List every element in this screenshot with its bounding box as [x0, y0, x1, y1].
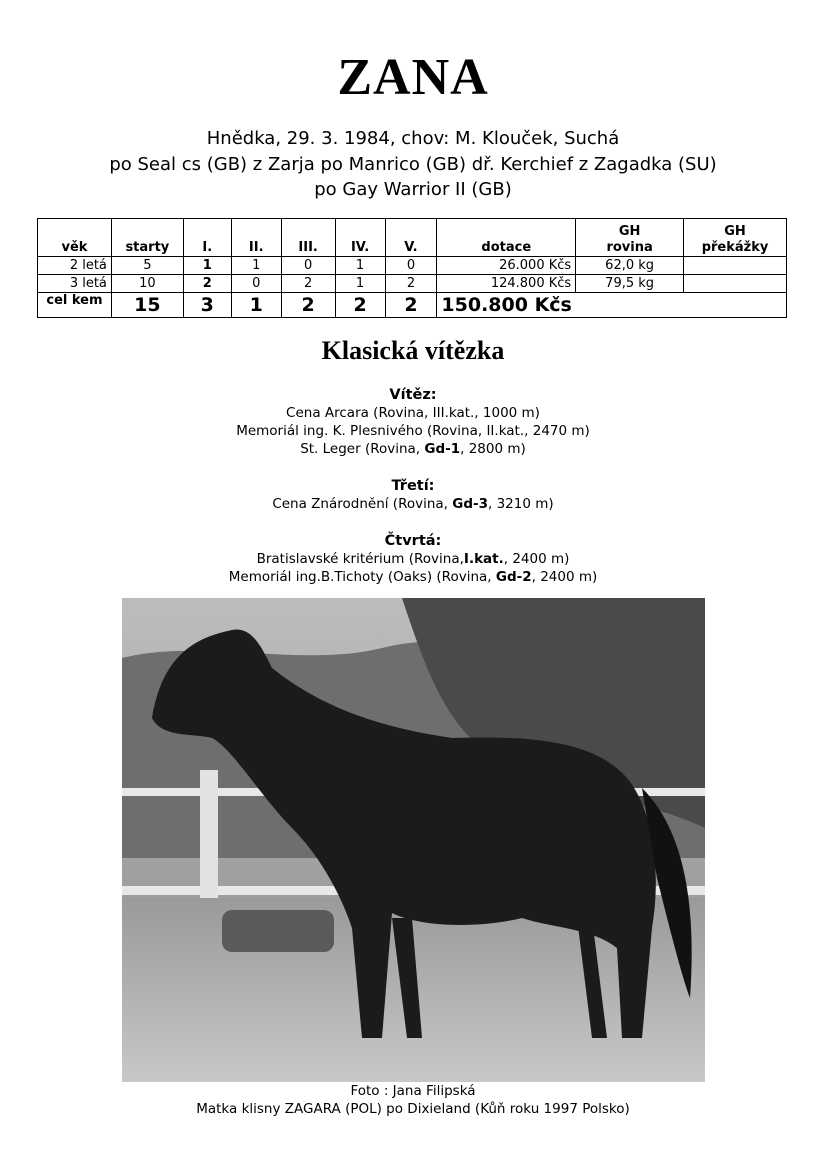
horse-info-line-1: Hnědka, 29. 3. 1984, chov: M. Klouček, Suchá [206, 128, 620, 149]
race-line: Cena Arcara (Rovina, III.kat., 1000 m) [286, 405, 540, 421]
table-row [38, 257, 787, 275]
cell-second: 1 [231, 257, 281, 275]
horse-photo [122, 598, 705, 1082]
cell-age: 2 letá [38, 257, 112, 275]
total-starts: 15 [111, 293, 183, 318]
total-earnings: 150.800 Kčs [437, 293, 787, 318]
total-label: cel kem [38, 293, 112, 318]
total-first: 3 [183, 293, 231, 318]
col-header-gh-flat: GH rovina [576, 219, 684, 257]
race-line: Memoriál ing. K. Plesnivého (Rovina, II.kat., 2470 m) [236, 423, 590, 439]
table-total-row [38, 293, 787, 318]
cell-third: 2 [281, 275, 335, 293]
cell-gh-hurdles [684, 257, 787, 275]
cell-first: 2 [183, 275, 231, 293]
cell-earnings: 26.000 Kčs [437, 257, 576, 275]
horse-name-title: ZANA [337, 49, 489, 106]
cell-starts: 5 [111, 257, 183, 275]
section-third [0, 477, 826, 513]
race-line: Cena Znárodnění (Rovina, Gd-3, 3210 m) [272, 496, 554, 512]
total-fifth: 2 [385, 293, 437, 318]
table-header-row [38, 219, 787, 257]
col-header-starts: starty [111, 219, 183, 257]
cell-third: 0 [281, 257, 335, 275]
pedigree-line-1: po Seal cs (GB) z Zarja po Manrico (GB) dř. Kerchief z Zagadka (SU) [109, 154, 717, 175]
cell-fourth: 1 [335, 275, 385, 293]
cell-earnings: 124.800 Kčs [437, 275, 576, 293]
section-label: Čtvrtá: [384, 533, 442, 549]
race-line: St. Leger (Rovina, Gd-1, 2800 m) [300, 441, 526, 457]
section-label: Vítěz: [389, 387, 437, 403]
col-header-fifth: V. [385, 219, 437, 257]
pedigree-line-2: po Gay Warrior II (GB) [314, 179, 512, 200]
table-row [38, 275, 787, 293]
col-header-second: II. [231, 219, 281, 257]
race-stats-table [37, 218, 787, 318]
section-fourth [0, 532, 826, 586]
dam-caption: Matka klisny ZAGARA (POL) po Dixieland (Kůň roku 1997 Polsko) [196, 1101, 630, 1117]
cell-fourth: 1 [335, 257, 385, 275]
col-header-first: I. [183, 219, 231, 257]
cell-fifth: 2 [385, 275, 437, 293]
section-label: Třetí: [391, 478, 435, 494]
photo-credit: Foto : Jana Filipská [350, 1083, 476, 1099]
race-line: Bratislavské kritérium (Rovina,I.kat., 2400 m) [256, 551, 570, 567]
cell-gh-hurdles [684, 275, 787, 293]
cell-age: 3 letá [38, 275, 112, 293]
cell-fifth: 0 [385, 257, 437, 275]
col-header-age: věk [38, 219, 112, 257]
col-header-gh-hurdles: GH překážky [684, 219, 787, 257]
cell-gh-flat: 79,5 kg [576, 275, 684, 293]
cell-gh-flat: 62,0 kg [576, 257, 684, 275]
race-line: Memoriál ing.B.Tichoty (Oaks) (Rovina, Gd-2, 2400 m) [228, 569, 598, 585]
cell-starts: 10 [111, 275, 183, 293]
classic-winner-heading: Klasická vítězka [321, 336, 505, 365]
total-second: 1 [231, 293, 281, 318]
total-third: 2 [281, 293, 335, 318]
cell-first: 1 [183, 257, 231, 275]
col-header-third: III. [281, 219, 335, 257]
section-winner [0, 386, 826, 458]
total-fourth: 2 [335, 293, 385, 318]
cell-second: 0 [231, 275, 281, 293]
col-header-earnings: dotace [437, 219, 576, 257]
col-header-fourth: IV. [335, 219, 385, 257]
